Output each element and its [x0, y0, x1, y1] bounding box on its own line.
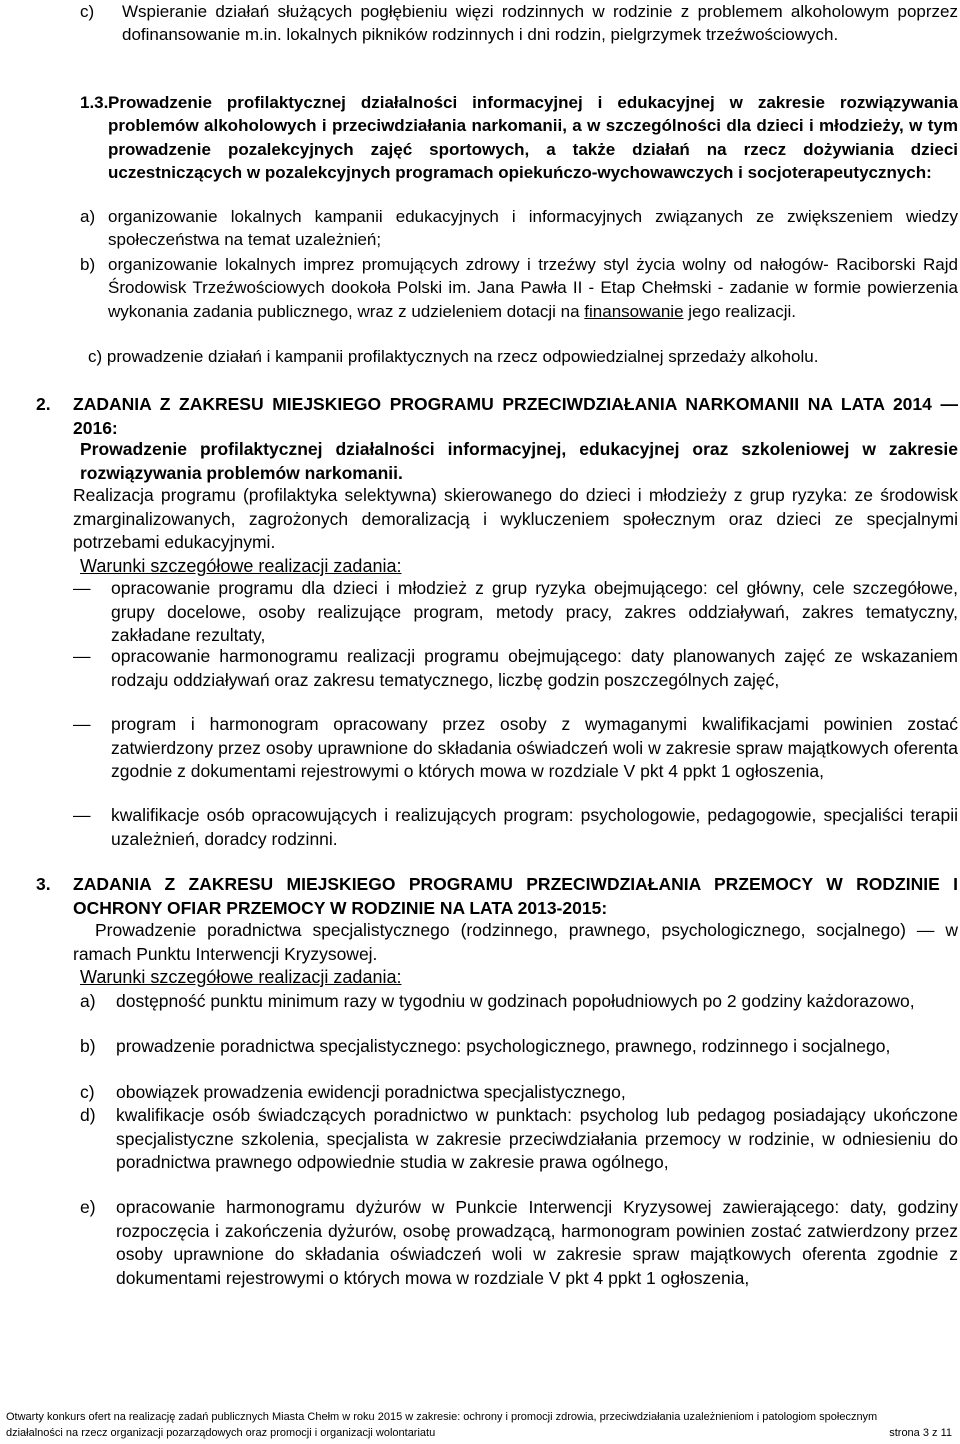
- section-2-title-text: ZADANIA Z ZAKRESU MIEJSKIEGO PROGRAMU PRZECIWDZIAŁANIA NARKOMANII NA LATA 2014 — 2016:: [73, 394, 958, 438]
- section-2-description: Realizacja programu (profilaktyka selektywna) skierowanego do dzieci i młodzieży z grup ryzyka: ze środowisk zmarginalizowanych, zagrożonych demoralizacją i wykluczeniem społecznym oraz dzieci ze specjalnymi potrzebami edukacyjnymi.: [73, 485, 958, 552]
- item-text: organizowanie lokalnych kampanii edukacyjnych i informacyjnych związanych ze zwiększeniem wiedzy społeczeństwa na temat uzależnień;: [108, 207, 958, 250]
- item-text-part1: organizowanie lokalnych imprez promujących zdrowy i trzeźwy styl życia wolny od nałogów- Raciborski Rajd Środowisk Trzeźwościowych dookoła Polski im. Jana Pawła II - Etap Chełmski - zadanie w formie powierzenia wykonania zadania publicznego, wraz z udzieleniem dotacji na: [108, 255, 958, 321]
- bullet-text: opracowanie programu dla dzieci i młodzież z grup ryzyka obejmującego: cel główny, cele szczegółowe, grupy docelowe, osoby realizujące program, metody pracy, zakres oddziaływań, zakres tematyczny, zakładane rezultaty,: [111, 578, 958, 645]
- item-text: kwalifikacje osób świadczących poradnictwo w punktach: psycholog lub pedagog posiadający ukończone specjalistyczne szkolenia, specjalista w zakresie przeciwdziałania przemocy w rodzinie, w odniesieniu do poradnictwa prawnego odpowiednie studia w zakresie prawa ogólnego,: [116, 1105, 958, 1172]
- section-2-bullet-4: [73, 804, 958, 851]
- section-3-item-d: [80, 1104, 958, 1175]
- financing-underlined: finansowanie: [584, 301, 684, 321]
- section-2-conditions-heading: Warunki szczegółowe realizacji zadania:: [80, 556, 402, 576]
- item-label: d): [80, 1105, 96, 1125]
- item-text: prowadzenie poradnictwa specjalistycznego: psychologicznego, prawnego, rodzinnego i socjalnego,: [116, 1036, 891, 1056]
- section-2-subtitle: Prowadzenie profilaktycznej działalności informacyjnej, edukacyjnej oraz szkoleniowej w zakresie rozwiązywania problemów narkomanii.: [80, 439, 958, 483]
- item-label: b): [80, 1036, 96, 1056]
- item-label: a): [80, 991, 96, 1011]
- section-3-conditions-heading: Warunki szczegółowe realizacji zadania:: [80, 967, 402, 987]
- item-text: obowiązek prowadzenia ewidencji poradnictwa specjalistycznego,: [116, 1082, 626, 1102]
- section-3-item-c: [80, 1081, 958, 1105]
- section-2-title: [36, 393, 958, 440]
- subsection-1-3-item-c: [88, 345, 958, 368]
- section-3-description: Prowadzenie poradnictwa specjalistycznego (rodzinnego, prawnego, psychologicznego, socjalnego) — w ramach Punktu Interwencji Kryzysowej.: [73, 920, 958, 964]
- footer-line-1: Otwarty konkurs ofert na realizację zadań publicznych Miasta Chełm w roku 2015 w zakresie: ochrony i promocji zdrowia, przeciwdziałania uzależnieniom i patologiom społecznym: [6, 1411, 878, 1423]
- dash-bullet: —: [73, 714, 91, 734]
- item-text: dostępność punktu minimum razy w tygodniu w godzinach popołudniowych po 2 godziny każdorazowo,: [116, 991, 915, 1011]
- item-label: a): [80, 207, 96, 226]
- dash-bullet: —: [73, 805, 91, 825]
- section-2-bullet-1: [73, 577, 958, 648]
- bullet-text: kwalifikacje osób opracowujących i realizujących program: psychologowie, pedagogowie, specjaliści terapii uzależnień, doradcy rodzinni.: [111, 805, 958, 849]
- item-label: c): [88, 347, 103, 366]
- item-text: [108, 253, 958, 323]
- item-text: prowadzenie działań i kampanii profilaktycznych na rzecz odpowiedzialnej sprzedaży alkoholu.: [106, 347, 819, 366]
- bullet-text: opracowanie harmonogramu realizacji programu obejmującego: daty planowanych zajęć ze wskazaniem rodzaju oddziaływań oraz zakresu tematycznego, liczbę godzin poszczególnych zajęć,: [111, 646, 958, 690]
- section-3-title-text: ZADANIA Z ZAKRESU MIEJSKIEGO PROGRAMU PRZECIWDZIAŁANIA PRZEMOCY W RODZINIE I OCHRONY OFIAR PRZEMOCY W RODZINIE NA LATA 2013-2015:: [73, 874, 958, 918]
- subsection-1-3-item-a: [80, 205, 958, 252]
- section-3-item-b: [80, 1035, 958, 1059]
- section-3-title: [36, 873, 958, 920]
- section-3-item-e: [80, 1196, 958, 1290]
- subsection-1-3-number: 1.3.: [80, 93, 109, 112]
- item-c-intro: [80, 0, 958, 47]
- subsection-1-3: [80, 91, 958, 185]
- subsection-1-3-item-b: [80, 253, 958, 323]
- section-3-item-a: [80, 990, 958, 1014]
- subsection-1-3-text: Prowadzenie profilaktycznej działalności informacyjnej i edukacyjnej w zakresie rozwiązywania problemów alkoholowych i przeciwdziałania narkomanii, a w szczególności dla dzieci i młodzieży, w tym prowadzenie pozalekcyjnych zajęć sportowych, a także działań na rzecz dożywiania dzieci uczestniczących w pozalekcyjnych programach opiekuńczo-wychowawczych i socjoterapeutycznych:: [108, 93, 958, 183]
- dash-bullet: —: [73, 578, 91, 598]
- item-label: b): [80, 255, 96, 274]
- item-c-label: c): [80, 2, 95, 21]
- item-text-part2: jego realizacji.: [683, 301, 796, 321]
- item-label: c): [80, 1082, 95, 1102]
- footer-line-2: działalności na rzecz organizacji pozarządowych oraz promocji i organizacji wolontariatu: [6, 1427, 436, 1439]
- page-number: strona 3 z 11: [889, 1427, 952, 1439]
- page-footer: [6, 1409, 952, 1441]
- footer-row: [6, 1425, 952, 1441]
- item-label: e): [80, 1197, 96, 1217]
- section-2-bullet-3: [73, 713, 958, 784]
- section-2-number: 2.: [36, 394, 51, 414]
- section-2-bullet-2: [73, 645, 958, 692]
- section-3-number: 3.: [36, 874, 51, 894]
- dash-bullet: —: [73, 646, 91, 666]
- item-text: opracowanie harmonogramu dyżurów w Punkcie Interwencji Kryzysowej zawierającego: daty, godziny rozpoczęcia i zakończenia dyżurów, osobę prowadzącą, harmonogram powinien zostać zatwierdzony przez osoby uprawnione do składania oświadczeń woli w zakresie spraw majątkowych oferenta zgodnie z dokumentami rejestrowymi o których mowa w rozdziale V pkt 4 ppkt 1 ogłoszenia,: [116, 1197, 958, 1288]
- bullet-text: program i harmonogram opracowany przez osoby z wymaganymi kwalifikacjami powinien zostać zatwierdzony przez osoby uprawnione do składania oświadczeń woli w zakresie spraw majątkowych oferenta zgodnie z dokumentami rejestrowymi o których mowa w rozdziale V pkt 4 ppkt 1 ogłoszenia,: [111, 714, 958, 781]
- item-c-text: Wspieranie działań służących pogłębieniu więzi rodzinnych w rodzinie z problemem alkoholowym poprzez dofinansowanie m.in. lokalnych pikników rodzinnych i dni rodzin, pielgrzymek trzeźwościowych.: [122, 2, 958, 45]
